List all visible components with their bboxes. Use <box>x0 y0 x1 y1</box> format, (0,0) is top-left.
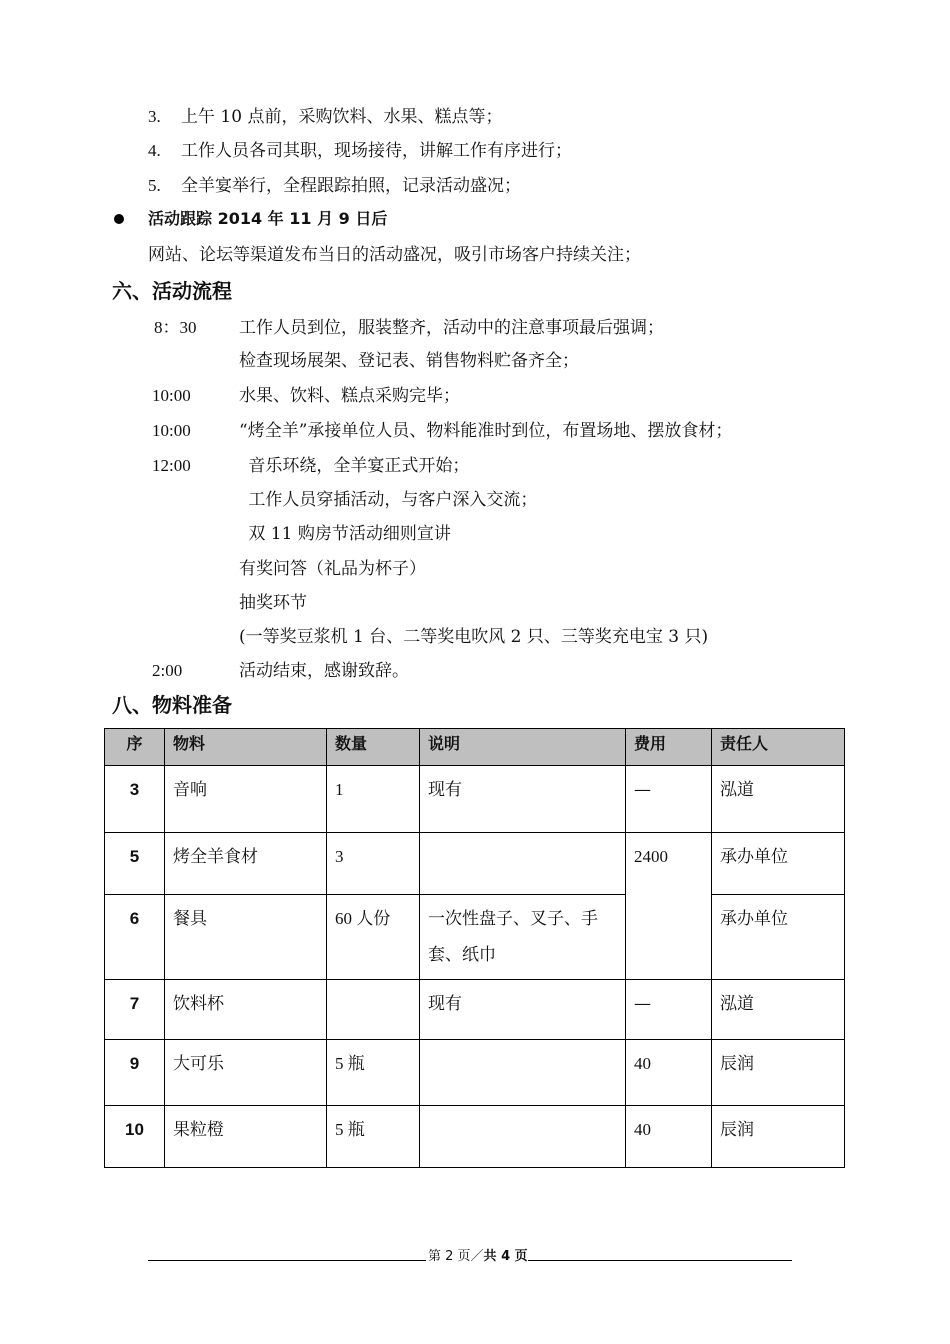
schedule-time: 10:00 <box>152 386 191 405</box>
step-number: 4. <box>148 141 161 160</box>
cell-seq: 5 <box>105 833 165 895</box>
cell-cost: — <box>626 980 712 1040</box>
bullet-icon <box>114 214 124 224</box>
table-row <box>105 1106 845 1168</box>
footer-rule <box>528 1260 792 1261</box>
cell-item: 果粒橙 <box>165 1106 327 1168</box>
cell-owner: 泓道 <box>712 766 845 833</box>
schedule-line: 检查现场展架、登记表、销售物料贮备齐全； <box>239 351 579 371</box>
materials-table <box>104 728 845 1168</box>
schedule-time: 8：30 <box>154 318 197 337</box>
schedule-line: 活动结束，感谢致辞。 <box>239 661 409 681</box>
column-header: 费用 <box>626 729 712 766</box>
table-header-row <box>105 729 845 766</box>
cell-note: 现有 <box>420 980 626 1040</box>
cell-seq: 3 <box>105 766 165 833</box>
section-heading: 六、活动流程 <box>112 279 232 303</box>
schedule-line: 双 11 购房节活动细则宣讲 <box>243 524 451 544</box>
step-number: 3. <box>148 107 161 126</box>
cell-qty: 1 <box>327 766 420 833</box>
step-text: 全羊宴举行，全程跟踪拍照，记录活动盛况； <box>181 176 521 196</box>
table-row <box>105 1040 845 1106</box>
cell-qty: 60 人份 <box>327 895 420 980</box>
cell-seq: 6 <box>105 895 165 980</box>
cell-cost: 40 <box>626 1040 712 1106</box>
schedule-time: 10:00 <box>152 421 191 440</box>
schedule-line: 工作人员到位，服装整齐，活动中的注意事项最后强调； <box>239 318 664 338</box>
cell-qty: 5 瓶 <box>327 1040 420 1106</box>
cell-note <box>420 833 626 895</box>
step-text: 工作人员各司其职，现场接待，讲解工作有序进行； <box>181 141 572 161</box>
cell-note: 一次性盘子、叉子、手套、纸巾 <box>420 895 626 980</box>
tracking-text: 网站、论坛等渠道发布当日的活动盛况，吸引市场客户持续关注； <box>148 245 641 265</box>
cell-seq: 7 <box>105 980 165 1040</box>
cell-seq: 9 <box>105 1040 165 1106</box>
cell-owner: 泓道 <box>712 980 845 1040</box>
cell-item: 饮料杯 <box>165 980 327 1040</box>
cell-owner: 辰润 <box>712 1040 845 1106</box>
cell-qty <box>327 980 420 1040</box>
tracking-title: 活动跟踪 2014 年 11 月 9 日后 <box>148 209 388 228</box>
schedule-time: 2:00 <box>152 661 183 680</box>
cell-owner: 辰润 <box>712 1106 845 1168</box>
schedule-line: “烤全羊”承接单位人员、物料能准时到位，布置场地、摆放食材； <box>239 421 733 441</box>
table-row <box>105 766 845 833</box>
cell-item: 烤全羊食材 <box>165 833 327 895</box>
cell-cost: 40 <box>626 1106 712 1168</box>
schedule-time: 12:00 <box>152 456 191 475</box>
cell-cost: 2400 <box>626 833 712 980</box>
schedule-line: 抽奖环节 <box>239 593 307 613</box>
column-header: 物料 <box>165 729 327 766</box>
section-heading: 八、物料准备 <box>112 693 232 717</box>
cell-owner: 承办单位 <box>712 833 845 895</box>
table-row <box>105 980 845 1040</box>
cell-note: 现有 <box>420 766 626 833</box>
cell-seq: 10 <box>105 1106 165 1168</box>
footer-page-number <box>428 1245 528 1264</box>
cell-note <box>420 1106 626 1168</box>
footer-rule <box>148 1260 426 1261</box>
schedule-line: 音乐环绕，全羊宴正式开始； <box>243 456 470 476</box>
schedule-line: 有奖问答（礼品为杯子） <box>239 559 426 579</box>
column-header: 责任人 <box>712 729 845 766</box>
table-row <box>105 895 845 980</box>
step-text: 上午 10 点前，采购饮料、水果、糕点等； <box>181 107 503 127</box>
cell-owner: 承办单位 <box>712 895 845 980</box>
footer-page-total: 共 4 页 <box>483 1249 528 1264</box>
column-header: 数量 <box>327 729 420 766</box>
schedule-line: 工作人员穿插活动，与客户深入交流； <box>243 490 538 510</box>
footer-page-current: 第 2 页／ <box>428 1249 484 1264</box>
schedule-line: (一等奖豆浆机 1 台、二等奖电吹风 2 只、三等奖充电宝 3 只) <box>239 627 709 647</box>
cell-item: 大可乐 <box>165 1040 327 1106</box>
cell-cost: — <box>626 766 712 833</box>
cell-item: 餐具 <box>165 895 327 980</box>
table-row <box>105 833 845 895</box>
cell-item: 音响 <box>165 766 327 833</box>
step-number: 5. <box>148 176 161 195</box>
cell-qty: 3 <box>327 833 420 895</box>
column-header: 说明 <box>420 729 626 766</box>
cell-qty: 5 瓶 <box>327 1106 420 1168</box>
column-header: 序 <box>105 729 165 766</box>
schedule-line: 水果、饮料、糕点采购完毕； <box>239 386 460 406</box>
cell-note <box>420 1040 626 1106</box>
